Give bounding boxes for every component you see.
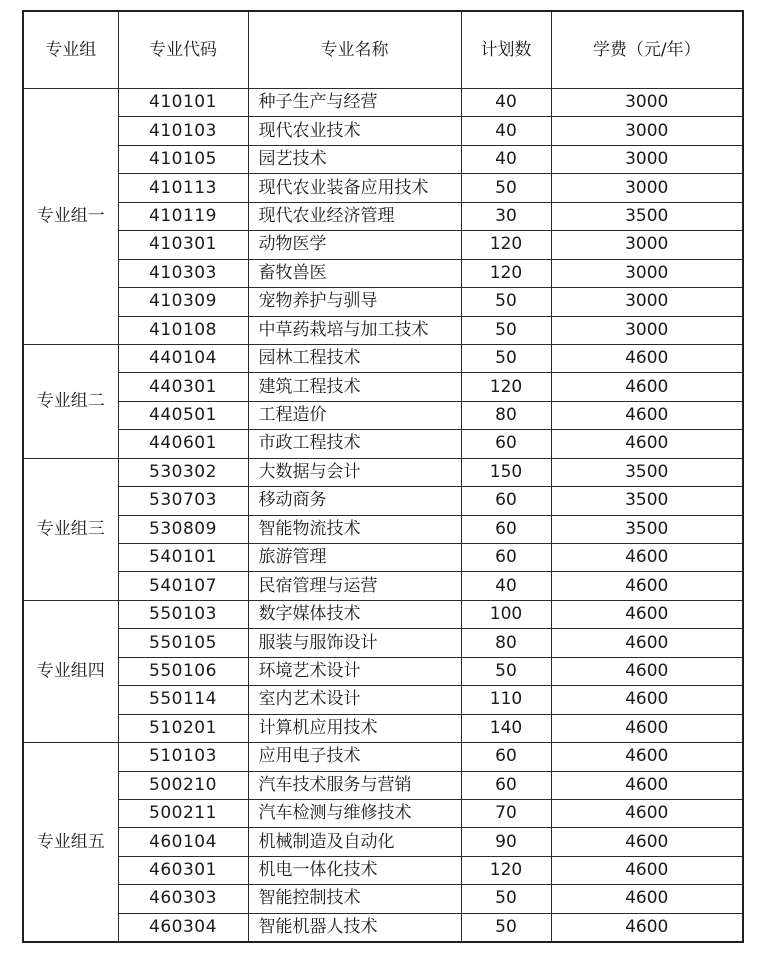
table-row — [23, 430, 743, 458]
table-row — [23, 544, 743, 572]
table-row — [23, 259, 743, 287]
plan-count-cell: 30 — [461, 202, 551, 230]
table-row — [23, 487, 743, 515]
table-row — [23, 657, 743, 685]
major-code-cell: 550106 — [118, 657, 248, 685]
tuition-cell: 3000 — [551, 259, 743, 287]
table-row — [23, 117, 743, 145]
table-row — [23, 344, 743, 372]
tuition-cell: 4600 — [551, 799, 743, 827]
tuition-cell: 3000 — [551, 174, 743, 202]
major-name-cell: 汽车检测与维修技术 — [248, 799, 461, 827]
table-body — [23, 89, 743, 943]
tuition-cell: 4600 — [551, 686, 743, 714]
plan-count-cell: 60 — [461, 515, 551, 543]
tuition-cell: 4600 — [551, 714, 743, 742]
major-code-cell: 550105 — [118, 629, 248, 657]
table-row — [23, 771, 743, 799]
plan-count-cell: 60 — [461, 487, 551, 515]
plan-count-cell: 120 — [461, 231, 551, 259]
table-row — [23, 373, 743, 401]
major-code-cell: 410108 — [118, 316, 248, 344]
major-code-cell: 510201 — [118, 714, 248, 742]
major-code-cell: 540107 — [118, 572, 248, 600]
enrollment-table-sheet — [22, 10, 744, 943]
major-code-cell: 540101 — [118, 544, 248, 572]
table-row — [23, 572, 743, 600]
tuition-cell: 4600 — [551, 885, 743, 913]
major-name-cell: 中草药栽培与加工技术 — [248, 316, 461, 344]
plan-count-cell: 50 — [461, 657, 551, 685]
major-name-cell: 智能物流技术 — [248, 515, 461, 543]
plan-count-cell: 120 — [461, 856, 551, 884]
plan-count-cell: 40 — [461, 117, 551, 145]
major-code-cell: 460104 — [118, 828, 248, 856]
major-name-cell: 市政工程技术 — [248, 430, 461, 458]
table-row — [23, 828, 743, 856]
group-name-cell: 专业组一 — [23, 89, 118, 345]
header-tuition: 学费（元/年） — [551, 11, 743, 89]
major-name-cell: 建筑工程技术 — [248, 373, 461, 401]
table-row — [23, 629, 743, 657]
tuition-cell: 4600 — [551, 544, 743, 572]
plan-count-cell: 60 — [461, 544, 551, 572]
table-row — [23, 202, 743, 230]
tuition-cell: 4600 — [551, 771, 743, 799]
major-code-cell: 510103 — [118, 743, 248, 771]
major-code-cell: 500211 — [118, 799, 248, 827]
major-code-cell: 530302 — [118, 458, 248, 486]
major-name-cell: 动物医学 — [248, 231, 461, 259]
plan-count-cell: 120 — [461, 373, 551, 401]
major-code-cell: 550103 — [118, 600, 248, 628]
tuition-cell: 3000 — [551, 145, 743, 173]
tuition-cell: 3000 — [551, 288, 743, 316]
plan-count-cell: 100 — [461, 600, 551, 628]
major-code-cell: 410105 — [118, 145, 248, 173]
major-name-cell: 服装与服饰设计 — [248, 629, 461, 657]
plan-count-cell: 80 — [461, 401, 551, 429]
major-code-cell: 530809 — [118, 515, 248, 543]
plan-count-cell: 150 — [461, 458, 551, 486]
major-code-cell: 410119 — [118, 202, 248, 230]
major-name-cell: 汽车技术服务与营销 — [248, 771, 461, 799]
major-code-cell: 410101 — [118, 89, 248, 117]
major-code-cell: 440104 — [118, 344, 248, 372]
plan-count-cell: 50 — [461, 885, 551, 913]
plan-count-cell: 40 — [461, 572, 551, 600]
table-row — [23, 600, 743, 628]
major-name-cell: 园林工程技术 — [248, 344, 461, 372]
major-code-cell: 410301 — [118, 231, 248, 259]
tuition-cell: 4600 — [551, 430, 743, 458]
table-row — [23, 89, 743, 117]
major-code-cell: 440501 — [118, 401, 248, 429]
plan-count-cell: 50 — [461, 344, 551, 372]
tuition-cell: 4600 — [551, 657, 743, 685]
plan-count-cell: 110 — [461, 686, 551, 714]
plan-count-cell: 60 — [461, 771, 551, 799]
plan-count-cell: 90 — [461, 828, 551, 856]
table-row — [23, 288, 743, 316]
plan-count-cell: 40 — [461, 89, 551, 117]
tuition-cell: 4600 — [551, 913, 743, 942]
major-name-cell: 旅游管理 — [248, 544, 461, 572]
major-name-cell: 现代农业装备应用技术 — [248, 174, 461, 202]
major-name-cell: 机电一体化技术 — [248, 856, 461, 884]
table-row — [23, 913, 743, 942]
major-code-cell: 500210 — [118, 771, 248, 799]
major-code-cell: 460303 — [118, 885, 248, 913]
major-code-cell: 530703 — [118, 487, 248, 515]
major-code-cell: 550114 — [118, 686, 248, 714]
tuition-cell: 4600 — [551, 600, 743, 628]
tuition-cell: 3000 — [551, 231, 743, 259]
plan-count-cell: 50 — [461, 174, 551, 202]
tuition-cell: 4600 — [551, 401, 743, 429]
plan-count-cell: 50 — [461, 316, 551, 344]
major-name-cell: 室内艺术设计 — [248, 686, 461, 714]
table-row — [23, 743, 743, 771]
header-row — [23, 11, 743, 89]
plan-count-cell: 40 — [461, 145, 551, 173]
group-name-cell: 专业组四 — [23, 600, 118, 742]
table-row — [23, 458, 743, 486]
major-code-cell: 410303 — [118, 259, 248, 287]
header-group: 专业组 — [23, 11, 118, 89]
major-name-cell: 园艺技术 — [248, 145, 461, 173]
header-major-name: 专业名称 — [248, 11, 461, 89]
major-name-cell: 智能机器人技术 — [248, 913, 461, 942]
header-plan-count: 计划数 — [461, 11, 551, 89]
plan-count-cell: 140 — [461, 714, 551, 742]
major-name-cell: 数字媒体技术 — [248, 600, 461, 628]
tuition-cell: 4600 — [551, 743, 743, 771]
tuition-cell: 4600 — [551, 856, 743, 884]
tuition-cell: 3000 — [551, 117, 743, 145]
group-name-cell: 专业组五 — [23, 743, 118, 943]
tuition-cell: 4600 — [551, 828, 743, 856]
table-row — [23, 799, 743, 827]
tuition-cell: 4600 — [551, 373, 743, 401]
tuition-cell: 4600 — [551, 344, 743, 372]
header-code: 专业代码 — [118, 11, 248, 89]
table-row — [23, 885, 743, 913]
major-name-cell: 畜牧兽医 — [248, 259, 461, 287]
tuition-cell: 4600 — [551, 572, 743, 600]
major-name-cell: 大数据与会计 — [248, 458, 461, 486]
major-name-cell: 民宿管理与运营 — [248, 572, 461, 600]
major-name-cell: 智能控制技术 — [248, 885, 461, 913]
major-name-cell: 环境艺术设计 — [248, 657, 461, 685]
tuition-cell: 3000 — [551, 316, 743, 344]
table-row — [23, 515, 743, 543]
tuition-cell: 3500 — [551, 515, 743, 543]
major-name-cell: 计算机应用技术 — [248, 714, 461, 742]
table-row — [23, 174, 743, 202]
tuition-cell: 4600 — [551, 629, 743, 657]
plan-count-cell: 70 — [461, 799, 551, 827]
major-code-cell: 460304 — [118, 913, 248, 942]
table-row — [23, 231, 743, 259]
major-name-cell: 应用电子技术 — [248, 743, 461, 771]
group-name-cell: 专业组二 — [23, 344, 118, 458]
major-name-cell: 工程造价 — [248, 401, 461, 429]
plan-count-cell: 120 — [461, 259, 551, 287]
major-name-cell: 种子生产与经营 — [248, 89, 461, 117]
plan-count-cell: 50 — [461, 288, 551, 316]
table-row — [23, 145, 743, 173]
plan-count-cell: 60 — [461, 430, 551, 458]
tuition-cell: 3500 — [551, 202, 743, 230]
plan-count-cell: 60 — [461, 743, 551, 771]
table-row — [23, 316, 743, 344]
major-code-cell: 410113 — [118, 174, 248, 202]
major-code-cell: 460301 — [118, 856, 248, 884]
table-row — [23, 401, 743, 429]
major-name-cell: 现代农业经济管理 — [248, 202, 461, 230]
table-row — [23, 686, 743, 714]
plan-count-cell: 50 — [461, 913, 551, 942]
table-row — [23, 856, 743, 884]
major-code-cell: 410103 — [118, 117, 248, 145]
enrollment-plan-table — [22, 10, 744, 943]
major-name-cell: 宠物养护与驯导 — [248, 288, 461, 316]
major-name-cell: 机械制造及自动化 — [248, 828, 461, 856]
major-code-cell: 440301 — [118, 373, 248, 401]
major-name-cell: 现代农业技术 — [248, 117, 461, 145]
major-code-cell: 440601 — [118, 430, 248, 458]
tuition-cell: 3000 — [551, 89, 743, 117]
major-code-cell: 410309 — [118, 288, 248, 316]
group-name-cell: 专业组三 — [23, 458, 118, 600]
major-name-cell: 移动商务 — [248, 487, 461, 515]
plan-count-cell: 80 — [461, 629, 551, 657]
tuition-cell: 3500 — [551, 487, 743, 515]
table-row — [23, 714, 743, 742]
tuition-cell: 3500 — [551, 458, 743, 486]
